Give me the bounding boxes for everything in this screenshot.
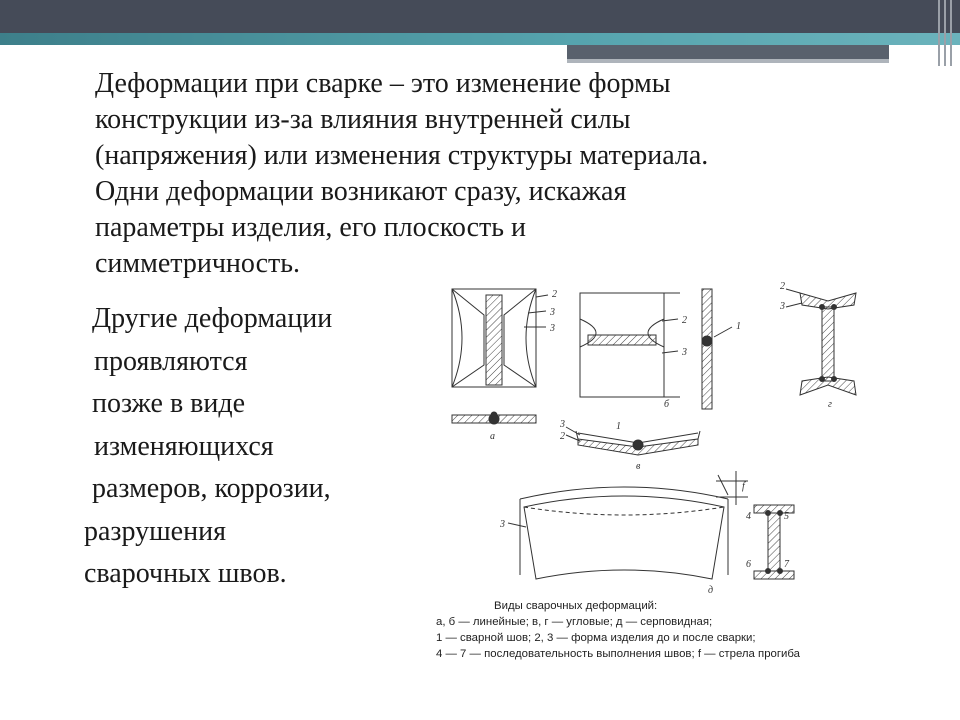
right-rails <box>934 0 960 66</box>
label-5: 5 <box>784 511 789 522</box>
label-2b: 2 <box>682 315 687 326</box>
caption-title: Виды сварочных деформаций: <box>494 600 658 612</box>
label-2d: 2 <box>560 431 565 442</box>
main-paragraph <box>95 66 875 282</box>
label-3b: 3 <box>550 323 555 334</box>
paragraph-line: конструкции из-за влияния внутренней силы <box>95 104 631 135</box>
diagram-a <box>452 289 548 424</box>
list-line: изменяющихся <box>94 430 274 462</box>
accent-tab-underline <box>567 59 889 63</box>
teal-band <box>0 33 960 45</box>
diagram-v <box>566 427 700 455</box>
label-g: г <box>828 399 832 410</box>
figure-caption <box>436 598 876 662</box>
label-b: б <box>664 399 670 410</box>
list-line: проявляются <box>94 345 248 377</box>
list-line: позже в виде <box>92 388 246 419</box>
accent-tab <box>567 45 889 59</box>
label-7: 7 <box>784 559 789 570</box>
label-a: а <box>490 431 495 442</box>
label-f: f <box>742 481 745 492</box>
paragraph-line: параметры изделия, его плоскость и <box>95 212 527 243</box>
paragraph-line: Деформации при сварке – это изменение формы <box>95 68 671 99</box>
diagram-g <box>786 289 856 395</box>
label-2c: 2 <box>780 281 785 292</box>
label-3c: 3 <box>682 347 687 358</box>
caption-line: 4 — 7 — последовательность выполнения швов; f — стрела прогиба <box>436 648 801 660</box>
paragraph-line: Одни деформации возникают сразу, искажая <box>95 176 627 207</box>
diagram-d <box>508 471 794 579</box>
label-d: д <box>708 585 714 595</box>
label-3: 3 <box>550 307 555 318</box>
label-3e: 3 <box>560 419 565 430</box>
label-v: в <box>636 461 641 472</box>
label-3d: 3 <box>780 301 785 312</box>
label-4: 4 <box>746 511 751 522</box>
list-line: разрушения <box>84 515 226 547</box>
list-line: Другие деформации <box>92 303 333 334</box>
secondary-paragraph <box>60 298 420 596</box>
list-line: размеров, коррозии, <box>92 473 331 504</box>
paragraph-line: (напряжения) или изменения структуры материала. <box>95 140 709 171</box>
label-1: 1 <box>736 321 741 332</box>
label-3f: 3 <box>500 519 505 530</box>
caption-line: 1 — сварной шов; 2, 3 — форма изделия до и после сварки; <box>436 632 756 644</box>
label-6: 6 <box>746 559 751 570</box>
label-1b: 1 <box>616 421 621 432</box>
list-line: сварочных швов. <box>84 558 287 589</box>
paragraph-line: симметричность. <box>95 248 301 279</box>
caption-line: а, б — линейные; в, г — угловые; д — серповидная; <box>436 616 713 628</box>
label-2: 2 <box>552 289 557 300</box>
diagram-b <box>580 289 732 409</box>
